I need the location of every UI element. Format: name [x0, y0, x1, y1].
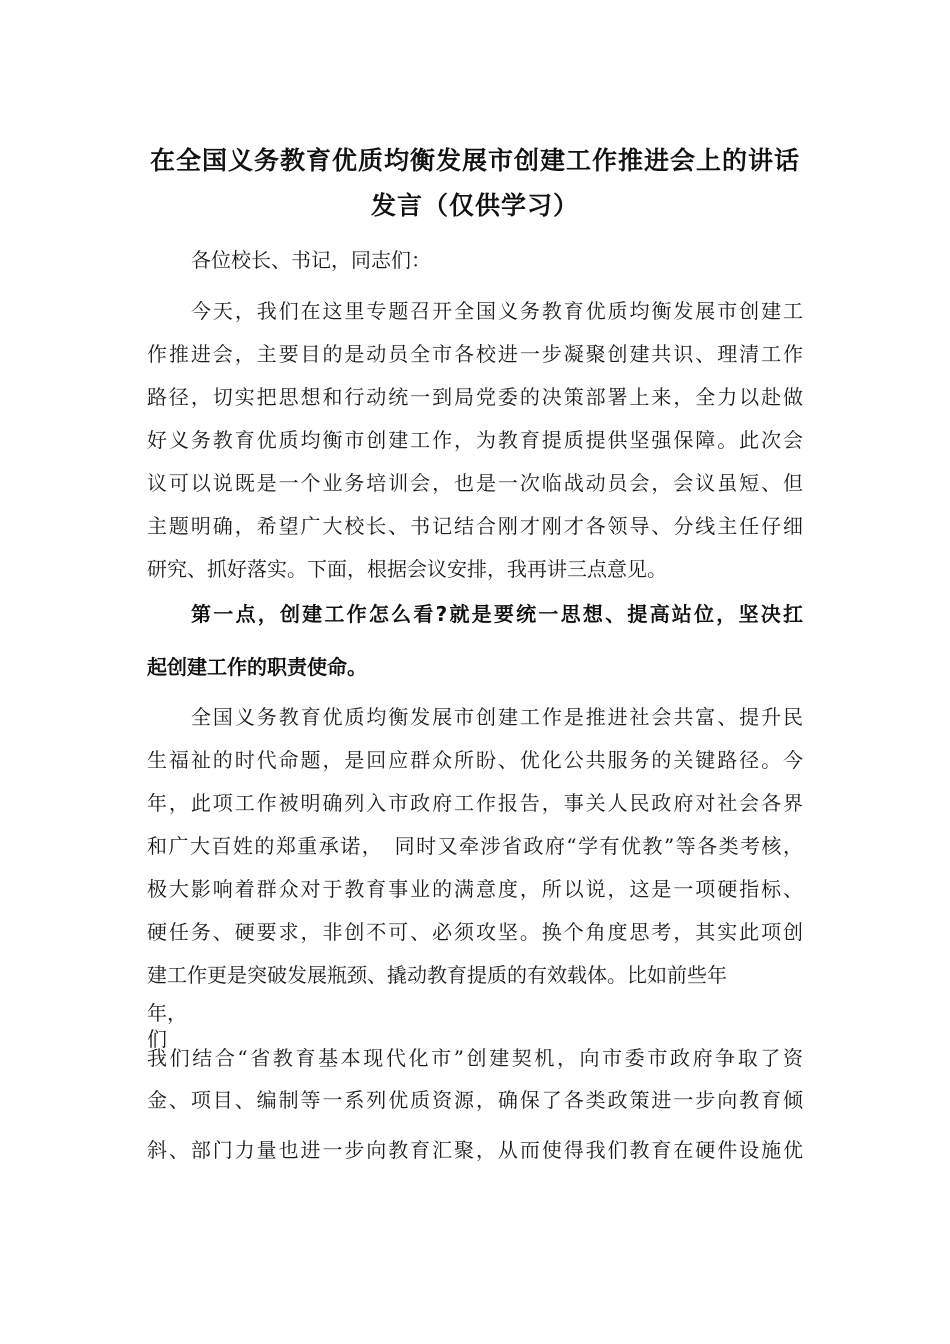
paragraph-1-line: 研究、抓好落实。下面，根据会议安排，我再讲三点意见。 — [147, 557, 667, 581]
paragraph-2-line: 硬任务、硬要求，非创不可、必须攻坚。换个角度思考，其实此项创 — [147, 920, 803, 944]
paragraph-2-line: 斜、部门力量也进一步向教育汇聚，从而使得我们教育在硬件设施优 — [147, 1138, 803, 1162]
paragraph-2-line: 和广大百姓的郑重承诺， 同时又牵涉省政府“学有优教”等各类考核， — [147, 834, 803, 858]
paragraph-2-line: 建工作更是突破发展瓶颈、撬动教育提质的有效载体。比如前些年 — [147, 963, 727, 987]
paragraph-1-line: 今天，我们在这里专题召开全国义务教育优质均衡发展市创建工 — [191, 299, 803, 323]
section-heading-line: 起创建工作的职责使命。 — [147, 655, 367, 679]
paragraph-2-line: 年，们 — [147, 1001, 187, 1051]
paragraph-1-line: 主题明确，希望广大校长、书记结合刚才刚才各领导、分线主任仔细 — [147, 514, 803, 538]
paragraph-1-line: 路径，切实把思想和行动统一到局党委的决策部署上来，全力以赴做 — [147, 385, 803, 409]
paragraph-2-line: 极大影响着群众对于教育事业的满意度，所以说，这是一项硬指标、 — [147, 877, 803, 901]
paragraph-2-line: 年，此项工作被明确列入市政府工作报告，事关人民政府对社会各界 — [147, 791, 803, 815]
paragraph-1-line: 作推进会，主要目的是动员全市各校进一步凝聚创建共识、理清工作 — [147, 342, 803, 366]
section-heading-line: 第一点，创建工作怎么看?就是要统一思想、提高站位，坚决扛 — [191, 602, 803, 626]
paragraph-2-line: 我们结合“省教育基本现代化市”创建契机，向市委市政府争取了资 — [147, 1046, 803, 1070]
paragraph-1-line: 好义务教育优质均衡市创建工作，为教育提质提供坚强保障。此次会 — [147, 428, 803, 452]
paragraph-2-line: 金、项目、编制等一系列优质资源，确保了各类政策进一步向教育倾 — [147, 1088, 803, 1112]
paragraph-1-line: 议可以说既是一个业务培训会，也是一次临战动员会，会议虽短、但 — [147, 471, 803, 495]
greeting: 各位校长、书记，同志们： — [191, 248, 431, 272]
document-title-line-1: 在全国义务教育优质均衡发展市创建工作推进会上的讲话 — [149, 146, 800, 175]
document-title-line-2: 发言（仅供学习） — [370, 191, 579, 220]
paragraph-2-line: 生福祉的时代命题，是回应群众所盼、优化公共服务的关键路径。今 — [147, 748, 803, 772]
paragraph-2-line: 全国义务教育优质均衡发展市创建工作是推进社会共富、提升民 — [191, 705, 803, 729]
